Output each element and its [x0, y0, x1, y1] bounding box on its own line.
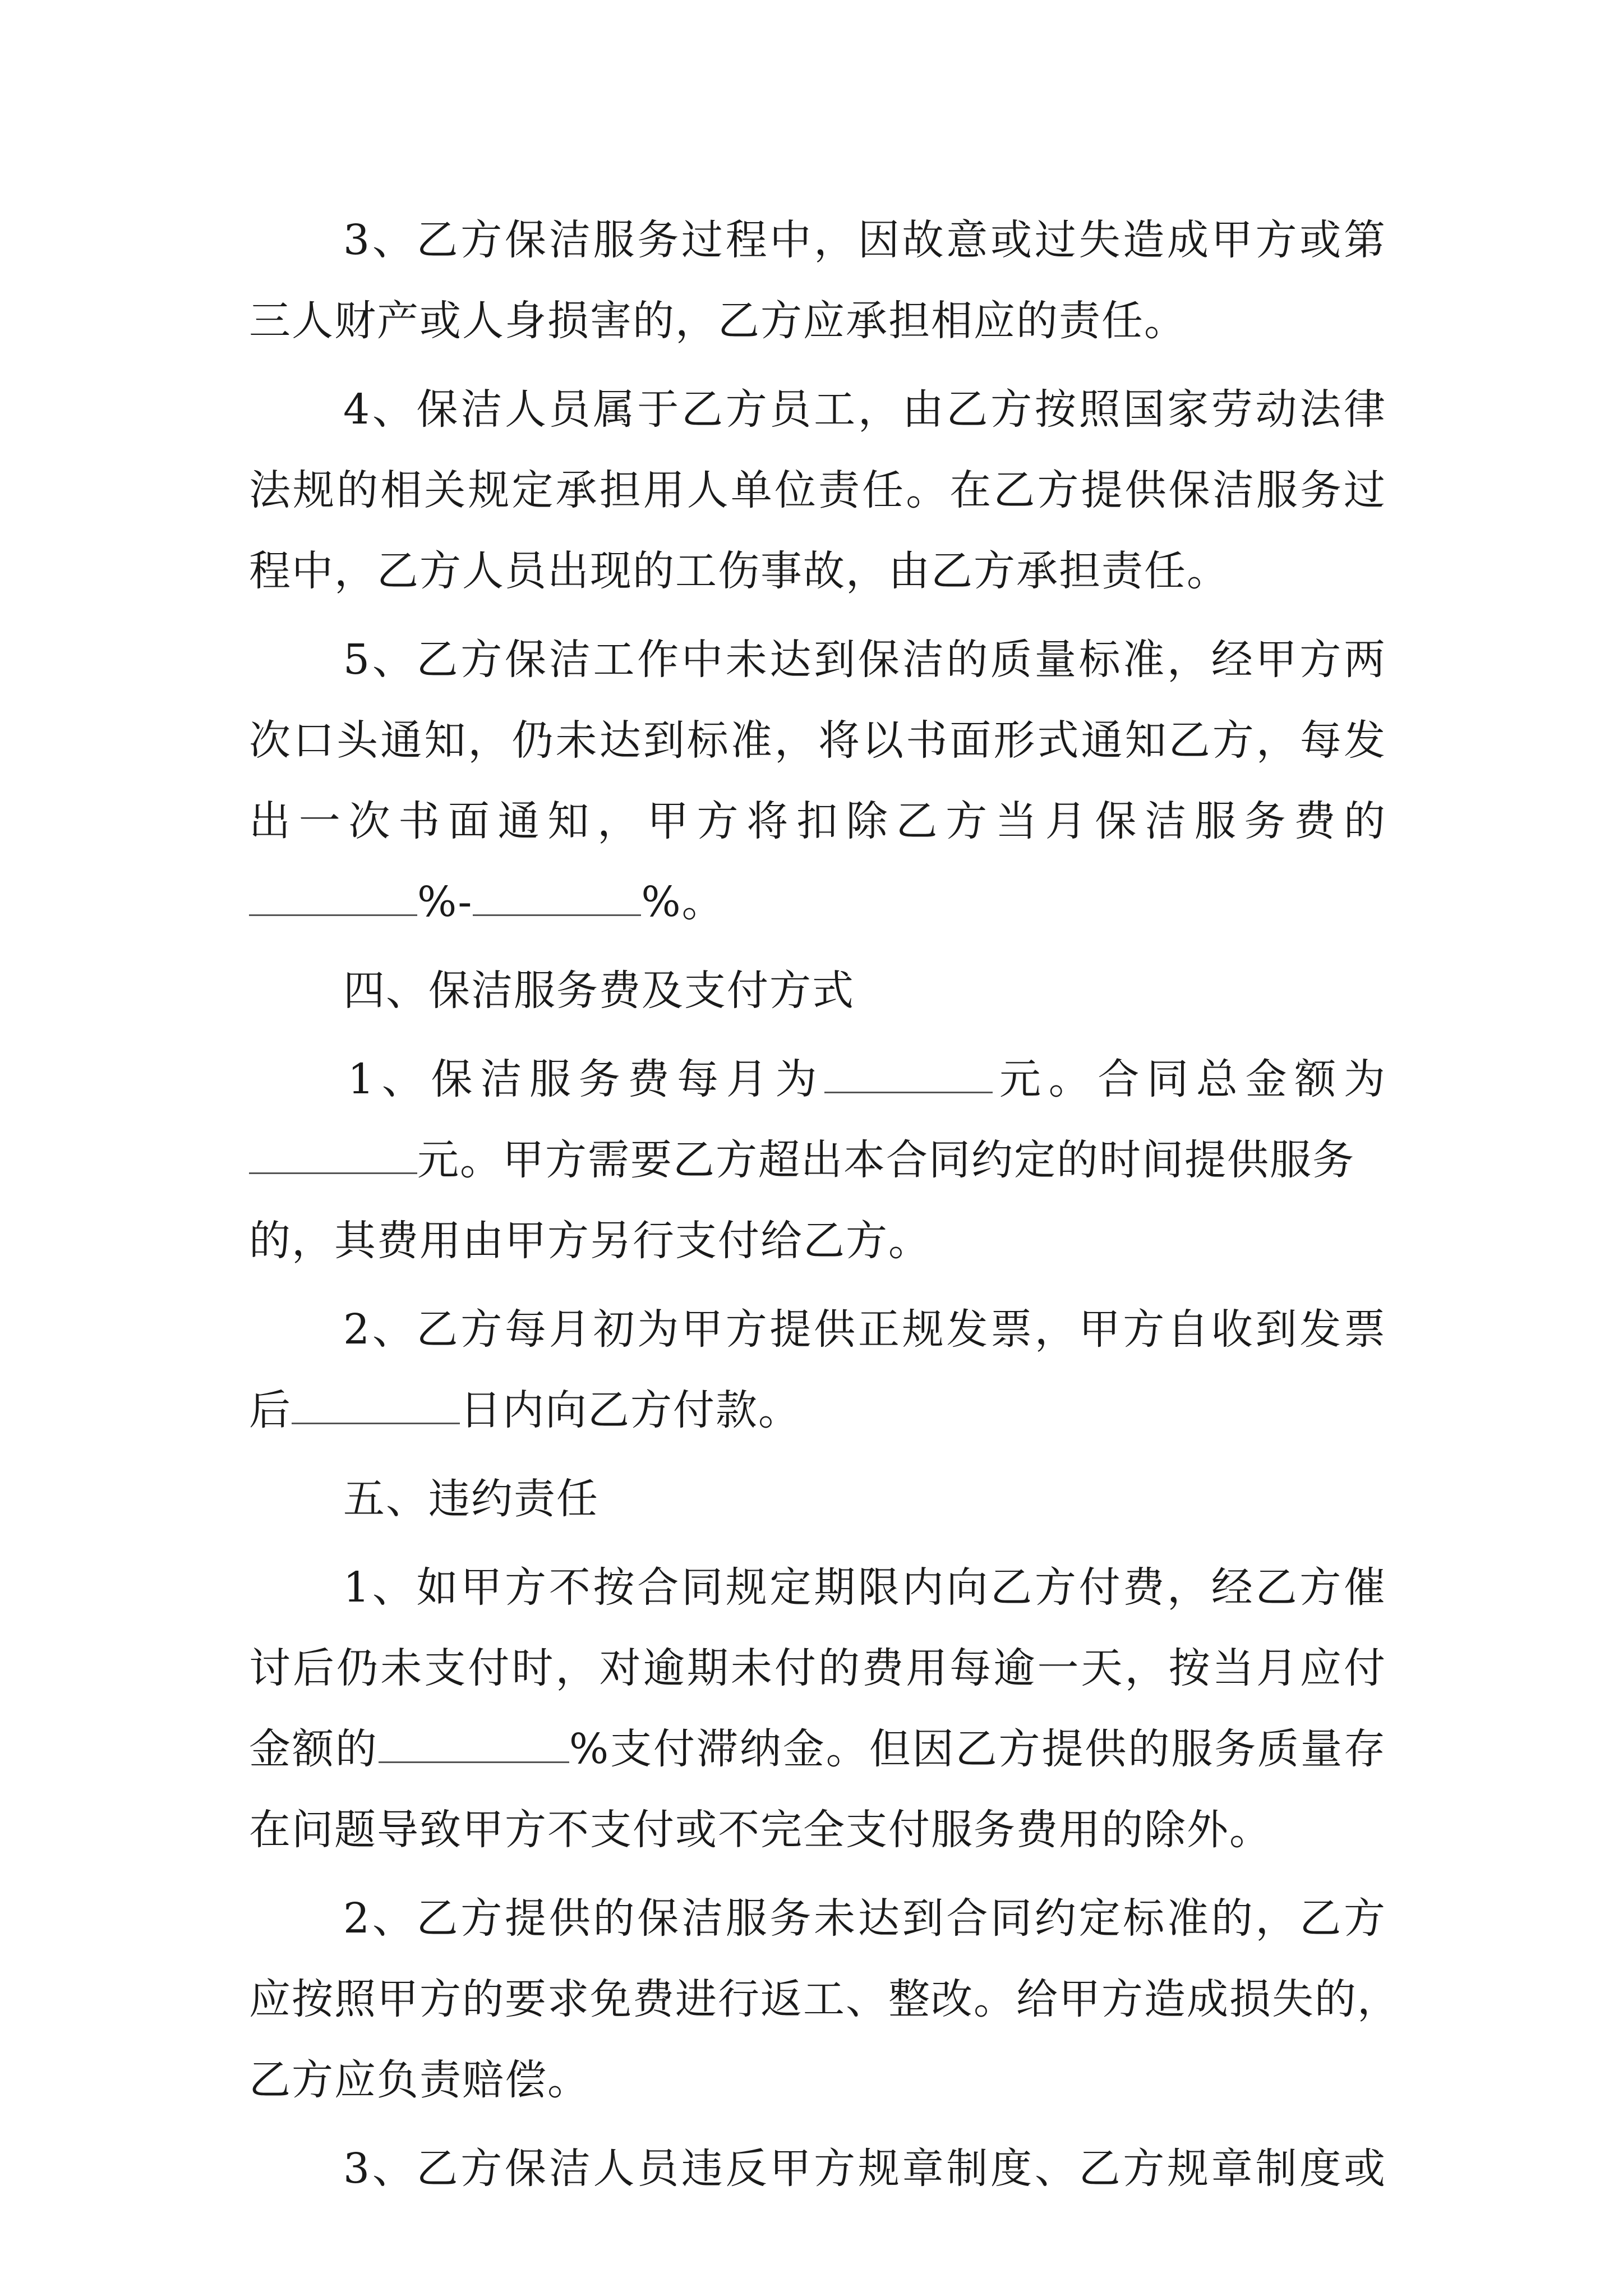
- document-body: [249, 200, 1400, 2209]
- breach-clause-1-suffix: %支付滞纳金。但因乙方提供的服务质量存: [569, 1725, 1386, 1773]
- fill-blank: [249, 875, 417, 916]
- clause-4-line-3: 程中，乙方人员出现的工伤事故，由乙方承担责任。: [249, 547, 1229, 595]
- breach-clause-1-line-2: 讨后仍未支付时，对逾期未付的费用每逾一天，按当月应付: [249, 1644, 1386, 1692]
- monthly-fee-label: 1、保洁服务费每月为: [348, 1055, 825, 1103]
- clause-5-line-3: 出一次书面通知，甲方将扣除乙方当月保洁服务费的: [249, 797, 1386, 845]
- breach-clause-2-line-2: 应按照甲方的要求免费进行返工、整改。给甲方造成损失的，: [249, 1975, 1400, 2023]
- fee-clause-1-line-2: [249, 1120, 1386, 1200]
- breach-clause-1-line-3: [249, 1709, 1386, 1789]
- fee-clause-2-prefix: 后: [249, 1386, 292, 1434]
- percent-range-separator: %-: [417, 878, 473, 926]
- percent-range-end: %。: [641, 878, 725, 926]
- clause-4-line-1: 4、保洁人员属于乙方员工，由乙方按照国家劳动法律: [343, 385, 1386, 434]
- clause-4-line-2: 法规的相关规定承担用人单位责任。在乙方提供保洁服务过: [249, 466, 1386, 514]
- fill-blank: [824, 1052, 993, 1093]
- clause-5-line-4: [249, 862, 1386, 942]
- clause-5-line-2: 次口头通知，仍未达到标准，将以书面形式通知乙方，每发: [249, 716, 1386, 765]
- breach-clause-1-line-4: 在问题导致甲方不支付或不完全支付服务费用的除外。: [249, 1806, 1272, 1854]
- breach-clause-1-prefix: 金额的: [249, 1725, 379, 1773]
- breach-clause-3-line-1: 3、乙方保洁人员违反甲方规章制度、乙方规章制度或: [343, 2145, 1386, 2193]
- fill-blank: [249, 1133, 417, 1174]
- fee-clause-1-line-1: [249, 1039, 1386, 1120]
- fill-blank: [379, 1722, 569, 1763]
- fee-clause-2-line-2: [249, 1370, 1386, 1451]
- fee-clause-2-line-1: 2、乙方每月初为甲方提供正规发票，甲方自收到发票: [343, 1305, 1386, 1354]
- clause-3-line-1: 3、乙方保洁服务过程中，因故意或过失造成甲方或第: [343, 216, 1386, 264]
- fill-blank: [292, 1383, 460, 1424]
- fee-clause-1-line-2-text: 元。甲方需要乙方超出本合同约定的时间提供服务: [417, 1136, 1355, 1184]
- clause-3-line-2: 三人财产或人身损害的，乙方应承担相应的责任。: [249, 297, 1187, 345]
- breach-clause-2-line-3: 乙方应负责赔偿。: [249, 2056, 590, 2104]
- total-amount-label: 元。合同总金额为: [993, 1055, 1387, 1103]
- section-4-heading: 四、保洁服务费及支付方式: [343, 967, 855, 1015]
- breach-clause-1-line-1: 1、如甲方不按合同规定期限内向乙方付费，经乙方催: [343, 1563, 1386, 1612]
- fee-clause-2-suffix: 日内向乙方付款。: [460, 1386, 801, 1434]
- clause-5-line-1: 5、乙方保洁工作中未达到保洁的质量标准，经甲方两: [343, 636, 1386, 684]
- section-5-heading: 五、违约责任: [343, 1475, 599, 1523]
- fee-clause-1-line-3: 的，其费用由甲方另行支付给乙方。: [249, 1217, 931, 1265]
- fill-blank: [473, 875, 641, 916]
- breach-clause-2-line-1: 2、乙方提供的保洁服务未达到合同约定标准的，乙方: [343, 1894, 1386, 1943]
